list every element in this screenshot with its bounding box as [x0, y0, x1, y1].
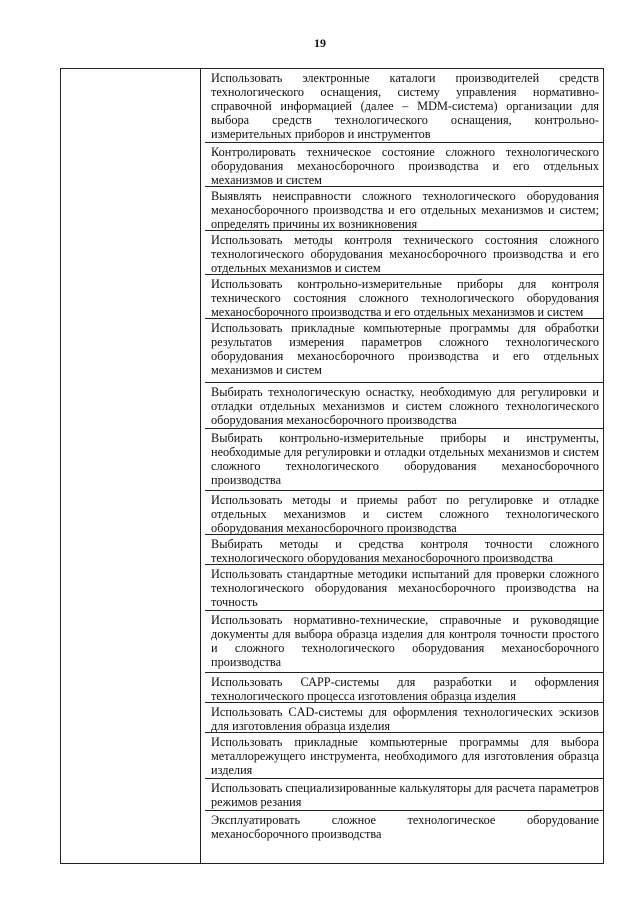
table-row: Выбирать методы и средства контроля точности сложного технологического оборудования механосборочного производства: [205, 535, 603, 565]
table-row: Использовать нормативно-технические, справочные и руководящие документы для выбора образца изделия для контроля точности простого и сложного технологического оборудования механосборочного производства: [205, 611, 603, 673]
table-row: Использовать стандартные методики испытаний для проверки сложного технологического оборудования механосборочного производства на точность: [205, 565, 603, 611]
table-row: Использовать электронные каталоги производителей средств технологического оснащения, систему управления нормативно-справочной информацией (далее – MDM-система) организации для выбора средств технологического оснащения, контрольно-измерительных приборов и инструментов: [205, 69, 603, 143]
table-row: Использовать CAD-системы для оформления технологических эскизов для изготовления образца изделия: [205, 703, 603, 733]
page-number: 19: [314, 36, 326, 50]
table-row: Выбирать технологическую оснастку, необходимую для регулировки и отладки отдельных механизмов и систем сложного технологического оборудования механосборочного производства: [205, 383, 603, 429]
table-row: Выбирать контрольно-измерительные приборы и инструменты, необходимые для регулировки и отладки отдельных механизмов и систем сложного технологического оборудования механосборочного производства: [205, 429, 603, 491]
table-row: Использовать САРР-системы для разработки и оформления технологического процесса изготовления образца изделия: [205, 673, 603, 703]
table-row: Использовать контрольно-измерительные приборы для контроля технического состояния сложного технологического оборудования механосборочного производства и его отдельных механизмов и систем: [205, 275, 603, 319]
table-row: Эксплуатировать сложное технологическое оборудование механосборочного производства: [211, 813, 599, 841]
skills-table: [60, 68, 604, 864]
table-row: Использовать прикладные компьютерные программы для выбора металлорежущего инструмента, необходимого для изготовления образца изделия: [205, 733, 603, 779]
table-row: Использовать методы и приемы работ по регулировке и отладке отдельных механизмов и систем сложного технологического оборудования механосборочного производства: [205, 491, 603, 535]
table-row: Использовать специализированные калькуляторы для расчета параметров режимов резания: [205, 779, 603, 811]
table-row: Выявлять неисправности сложного технологического оборудования механосборочного производства и его отдельных механизмов и систем; определять причины их возникновения: [205, 187, 603, 231]
table-row: Использовать методы контроля технического состояния сложного технологического оборудования механосборочного производства и его отдельных механизмов и систем: [205, 231, 603, 275]
table-row: Использовать прикладные компьютерные программы для обработки результатов измерения параметров сложного технологического оборудования механосборочного производства и его отдельных механизмов и систем: [205, 319, 603, 383]
left-column-cell: [61, 69, 201, 863]
right-column: [205, 69, 603, 863]
table-row: Контролировать техническое состояние сложного технологического оборудования механосборочного производства и его отдельных механизмов и систем: [205, 143, 603, 187]
